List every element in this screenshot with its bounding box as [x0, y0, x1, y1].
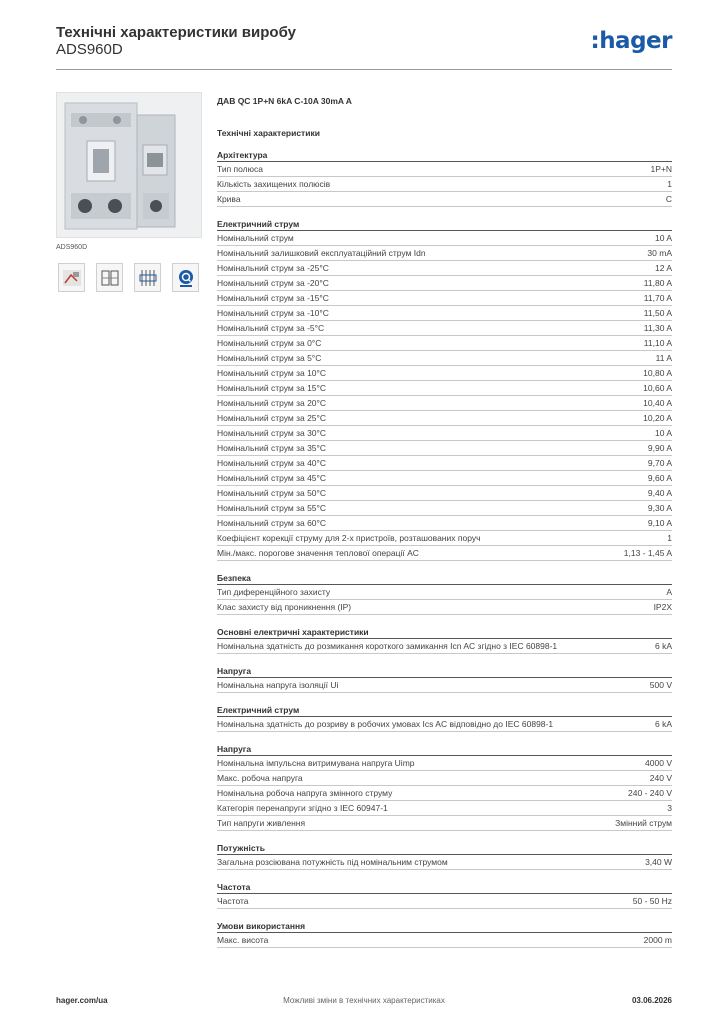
- product-photo[interactable]: [56, 92, 202, 238]
- spec-value: 30 mA: [647, 248, 672, 258]
- spec-value: 1: [667, 179, 672, 189]
- spec-value: 1: [667, 533, 672, 543]
- product-name: ДАВ QC 1P+N 6kA C-10A 30mA A: [217, 96, 352, 106]
- spec-group-title: Умови використання: [217, 919, 672, 933]
- spec-label: Мін./макс. порогове значення теплової операції AC: [217, 548, 419, 558]
- spec-value: 11,70 A: [643, 293, 672, 303]
- website-link[interactable]: hager.com/ua: [56, 996, 108, 1005]
- spec-row: [217, 291, 672, 306]
- spec-row: [217, 162, 672, 177]
- spec-value: 10 A: [654, 428, 672, 438]
- spec-label: Номінальний струм за 25°C: [217, 413, 327, 423]
- spec-section-title: Технічні характеристики: [217, 128, 320, 138]
- spec-label: Кількість захищених полюсів: [217, 179, 331, 189]
- spec-group: [217, 703, 672, 732]
- spec-label: Номінальний струм за 40°C: [217, 458, 327, 468]
- spec-row: [217, 855, 672, 870]
- spec-value: 10,40 A: [643, 398, 672, 408]
- spec-value: A: [666, 587, 672, 597]
- spec-row: [217, 411, 672, 426]
- quality-badge-icon[interactable]: [172, 263, 199, 292]
- spec-label: Номінальний струм за 60°C: [217, 518, 327, 528]
- spec-row: [217, 786, 672, 801]
- spec-value: 10,60 A: [643, 383, 672, 393]
- spec-value: 9,70 A: [647, 458, 672, 468]
- spec-label: Номінальний струм за -10°C: [217, 308, 329, 318]
- spec-label: Номінальний струм за 30°C: [217, 428, 327, 438]
- spec-label: Номінальний струм за 35°C: [217, 443, 327, 453]
- spec-row: [217, 426, 672, 441]
- product-image-caption: ADS960D: [56, 244, 88, 251]
- spec-label: Номінальний струм за 50°C: [217, 488, 327, 498]
- spec-value: 6 kA: [654, 719, 672, 729]
- spec-row: [217, 531, 672, 546]
- spec-row: [217, 486, 672, 501]
- spec-value: 500 V: [649, 680, 672, 690]
- spec-value: 240 - 240 V: [628, 788, 672, 798]
- spec-group: [217, 571, 672, 615]
- spec-value: 1P+N: [650, 164, 672, 174]
- spec-group-title: Частота: [217, 880, 672, 894]
- spec-group: [217, 919, 672, 948]
- terminal-diagram-icon[interactable]: [134, 263, 161, 292]
- spec-group-title: Безпека: [217, 571, 672, 585]
- spec-label: Номінальна робоча напруга змінного струму: [217, 788, 393, 798]
- spec-group: [217, 880, 672, 909]
- spec-row: [217, 678, 672, 693]
- spec-row: [217, 351, 672, 366]
- spec-group: [217, 625, 672, 654]
- spec-value: IP2X: [653, 602, 672, 612]
- spec-group-title: Напруга: [217, 742, 672, 756]
- spec-row: [217, 177, 672, 192]
- spec-group: [217, 148, 672, 207]
- spec-row: [217, 336, 672, 351]
- spec-row: [217, 306, 672, 321]
- spec-label: Номінальний струм: [217, 233, 294, 243]
- spec-value: 11,80 A: [643, 278, 672, 288]
- spec-group: [217, 664, 672, 693]
- spec-label: Макс. висота: [217, 935, 269, 945]
- spec-label: Номінальний струм за -20°C: [217, 278, 329, 288]
- spec-row: [217, 933, 672, 948]
- spec-row: [217, 501, 672, 516]
- spec-row: [217, 381, 672, 396]
- spec-row: [217, 321, 672, 336]
- spec-row: [217, 261, 672, 276]
- spec-row: [217, 756, 672, 771]
- thumbnail-strip: [58, 263, 199, 292]
- spec-label: Категорія перенапруги згідно з IEC 60947-1: [217, 803, 388, 813]
- spec-label: Номінальний залишковий експлуатаційний струм Idn: [217, 248, 426, 258]
- spec-label: Номінальний струм за -15°C: [217, 293, 329, 303]
- spec-row: [217, 441, 672, 456]
- specification-panel: [217, 96, 672, 948]
- spec-label: Номінальний струм за 20°C: [217, 398, 327, 408]
- spec-value: 2000 m: [643, 935, 672, 945]
- spec-value: 240 V: [649, 773, 672, 783]
- spec-label: Номінальний струм за 0°C: [217, 338, 322, 348]
- spec-label: Номінальна здатність до розриву в робочих умовах Ics AC відповідно до IEC 60898-1: [217, 719, 554, 729]
- spec-row: [217, 192, 672, 207]
- spec-group-title: Електричний струм: [217, 217, 672, 231]
- spec-value: 9,40 A: [647, 488, 672, 498]
- spec-group-title: Основні електричні характеристики: [217, 625, 672, 639]
- spec-label: Номінальний струм за -5°C: [217, 323, 325, 333]
- spec-group: [217, 217, 672, 561]
- spec-label: Номінальний струм за 55°C: [217, 503, 327, 513]
- spec-group-title: Потужність: [217, 841, 672, 855]
- spec-row: [217, 600, 672, 615]
- spec-group-title: Архітектура: [217, 148, 672, 162]
- spec-value: 10 A: [654, 233, 672, 243]
- spec-value: 9,90 A: [647, 443, 672, 453]
- spec-value: 9,30 A: [647, 503, 672, 513]
- spec-row: [217, 366, 672, 381]
- spec-value: 9,10 A: [647, 518, 672, 528]
- document-date: 03.06.2026: [631, 996, 672, 1005]
- page-header: [56, 24, 672, 70]
- spec-value: 1,13 - 1,45 A: [623, 548, 672, 558]
- spec-label: Номінальний струм за 45°C: [217, 473, 327, 483]
- spec-value: 12 A: [654, 263, 672, 273]
- spec-value: 11,30 A: [643, 323, 672, 333]
- spec-value: C: [665, 194, 672, 204]
- spec-value: 3: [667, 803, 672, 813]
- spec-row: [217, 396, 672, 411]
- spec-value: 6 kA: [654, 641, 672, 651]
- spec-value: 4000 V: [645, 758, 672, 768]
- spec-label: Коефіцієнт корекції струму для 2-х пристроїв, розташованих поруч: [217, 533, 481, 543]
- spec-value: 9,60 A: [647, 473, 672, 483]
- spec-row: [217, 471, 672, 486]
- spec-row: [217, 816, 672, 831]
- spec-group-title: Електричний струм: [217, 703, 672, 717]
- spec-row: [217, 276, 672, 291]
- spec-row: [217, 516, 672, 531]
- wiring-diagram-icon[interactable]: [58, 263, 85, 292]
- spec-group: [217, 742, 672, 831]
- spec-group-title: Напруга: [217, 664, 672, 678]
- spec-row: [217, 801, 672, 816]
- spec-row: [217, 717, 672, 732]
- spec-label: Тип диференційного захисту: [217, 587, 331, 597]
- spec-label: Макс. робоча напруга: [217, 773, 303, 783]
- spec-label: Загальна розсіювана потужність під номінальним струмом: [217, 857, 448, 867]
- spec-label: Клас захисту від проникнення (IP): [217, 602, 352, 612]
- spec-row: [217, 246, 672, 261]
- product-code: ADS960D: [56, 41, 123, 58]
- spec-label: Номінальний струм за -25°C: [217, 263, 329, 273]
- spec-label: Тип полюса: [217, 164, 263, 174]
- spec-value: Змінний струм: [615, 818, 672, 828]
- spec-label: Номінальний струм за 10°C: [217, 368, 327, 378]
- spec-value: 11,50 A: [643, 308, 672, 318]
- spec-row: [217, 585, 672, 600]
- spec-row: [217, 894, 672, 909]
- spec-groups: [217, 148, 672, 948]
- spec-row: [217, 231, 672, 246]
- spec-value: 50 - 50 Hz: [632, 896, 672, 906]
- page-title: Технічні характеристики виробу: [56, 24, 296, 41]
- spec-label: Номінальний струм за 15°C: [217, 383, 327, 393]
- spec-label: Номінальний струм за 5°C: [217, 353, 322, 363]
- hager-logo: :hager: [590, 28, 672, 54]
- spec-value: 10,80 A: [643, 368, 672, 378]
- spec-value: 10,20 A: [643, 413, 672, 423]
- spec-row: [217, 771, 672, 786]
- spec-group: [217, 841, 672, 870]
- spec-label: Частота: [217, 896, 249, 906]
- spec-label: Тип напруги живлення: [217, 818, 306, 828]
- spec-row: [217, 456, 672, 471]
- disclaimer-note: Можливі зміни в технічних характеристиках: [283, 996, 445, 1005]
- spec-row: [217, 546, 672, 561]
- page-footer: [56, 996, 672, 1010]
- spec-value: 3,40 W: [645, 857, 672, 867]
- spec-row: [217, 639, 672, 654]
- dimension-drawing-icon[interactable]: [96, 263, 123, 292]
- spec-label: Крива: [217, 194, 241, 204]
- spec-label: Номінальна здатність до розмикання короткого замикання Icn AC згідно з IEC 60898-1: [217, 641, 558, 651]
- spec-label: Номінальна імпульсна витримувана напруга Uimp: [217, 758, 415, 768]
- spec-value: 11,10 A: [643, 338, 672, 348]
- spec-label: Номінальна напруга ізоляції Ui: [217, 680, 339, 690]
- spec-value: 11 A: [655, 353, 672, 363]
